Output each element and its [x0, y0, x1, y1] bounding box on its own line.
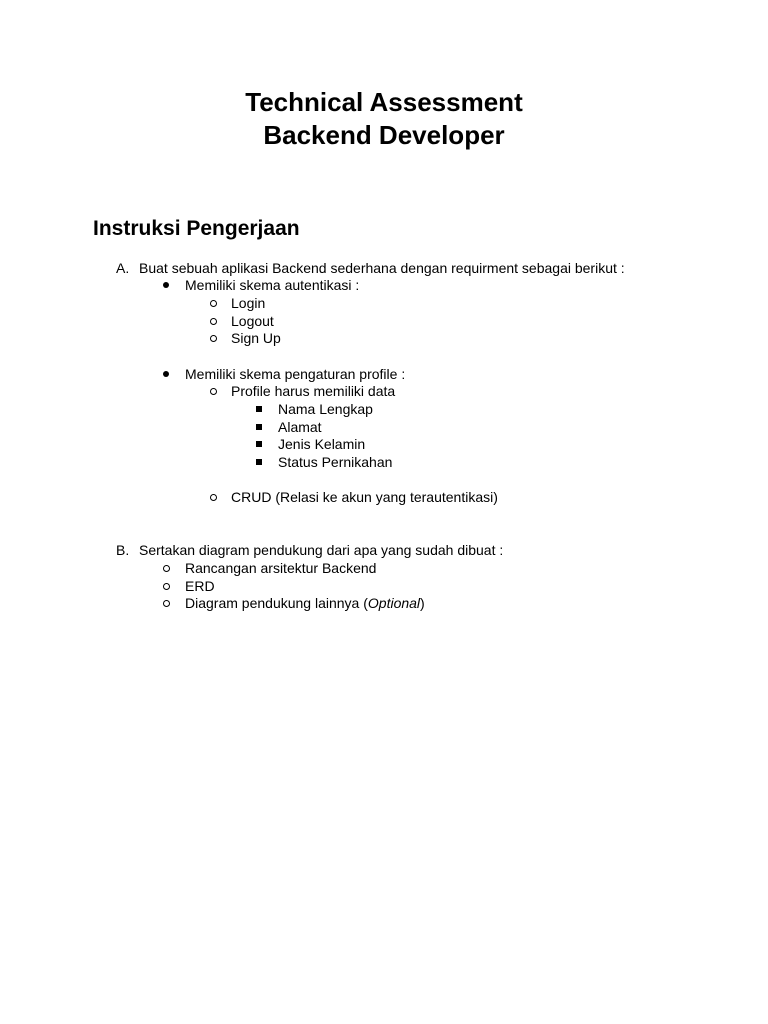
- list-item: ERD: [185, 578, 215, 594]
- item-b-text: Sertakan diagram pendukung dari apa yang sudah dibuat :: [139, 542, 504, 558]
- document-title-line-1: Technical Assessment: [245, 87, 523, 117]
- circle-bullet-icon: [209, 329, 219, 347]
- list-item: Nama Lengkap: [278, 401, 373, 417]
- circle-bullet-icon: [162, 594, 172, 612]
- circle-bullet-icon: [162, 559, 172, 577]
- bullet-icon: [162, 365, 172, 383]
- optional-prefix: Diagram pendukung lainnya (: [185, 595, 368, 611]
- auth-scheme-text: Memiliki skema autentikasi :: [185, 277, 360, 293]
- crud-text: CRUD (Relasi ke akun yang terautentikasi): [231, 489, 498, 505]
- list-item: Jenis Kelamin: [278, 436, 366, 452]
- list-marker-b: B.: [116, 542, 130, 558]
- item-a-text: Buat sebuah aplikasi Backend sederhana dengan requirment sebagai berikut :: [139, 260, 625, 276]
- list-item: Alamat: [278, 419, 322, 435]
- square-bullet-icon: [255, 435, 265, 453]
- section-heading: Instruksi Pengerjaan: [93, 217, 300, 240]
- list-item: Logout: [231, 313, 274, 329]
- optional-suffix: ): [420, 595, 425, 611]
- list-item: Login: [231, 295, 266, 311]
- circle-bullet-icon: [209, 312, 219, 330]
- list-item: Status Pernikahan: [278, 454, 393, 470]
- bullet-icon: [162, 276, 172, 294]
- circle-bullet-icon: [162, 577, 172, 595]
- square-bullet-icon: [255, 400, 265, 418]
- optional-word: Optional: [367, 595, 421, 611]
- list-item: Rancangan arsitektur Backend: [185, 560, 377, 576]
- profile-scheme-text: Memiliki skema pengaturan profile :: [185, 366, 406, 382]
- list-marker-a: A.: [116, 260, 130, 276]
- square-bullet-icon: [255, 453, 265, 471]
- profile-data-label: Profile harus memiliki data: [231, 383, 396, 399]
- document-title-line-2: Backend Developer: [263, 120, 505, 150]
- square-bullet-icon: [255, 418, 265, 436]
- list-item: Sign Up: [231, 330, 281, 346]
- circle-bullet-icon: [209, 294, 219, 312]
- circle-bullet-icon: [209, 488, 219, 506]
- optional-diagram-text: [185, 594, 425, 612]
- circle-bullet-icon: [209, 382, 219, 400]
